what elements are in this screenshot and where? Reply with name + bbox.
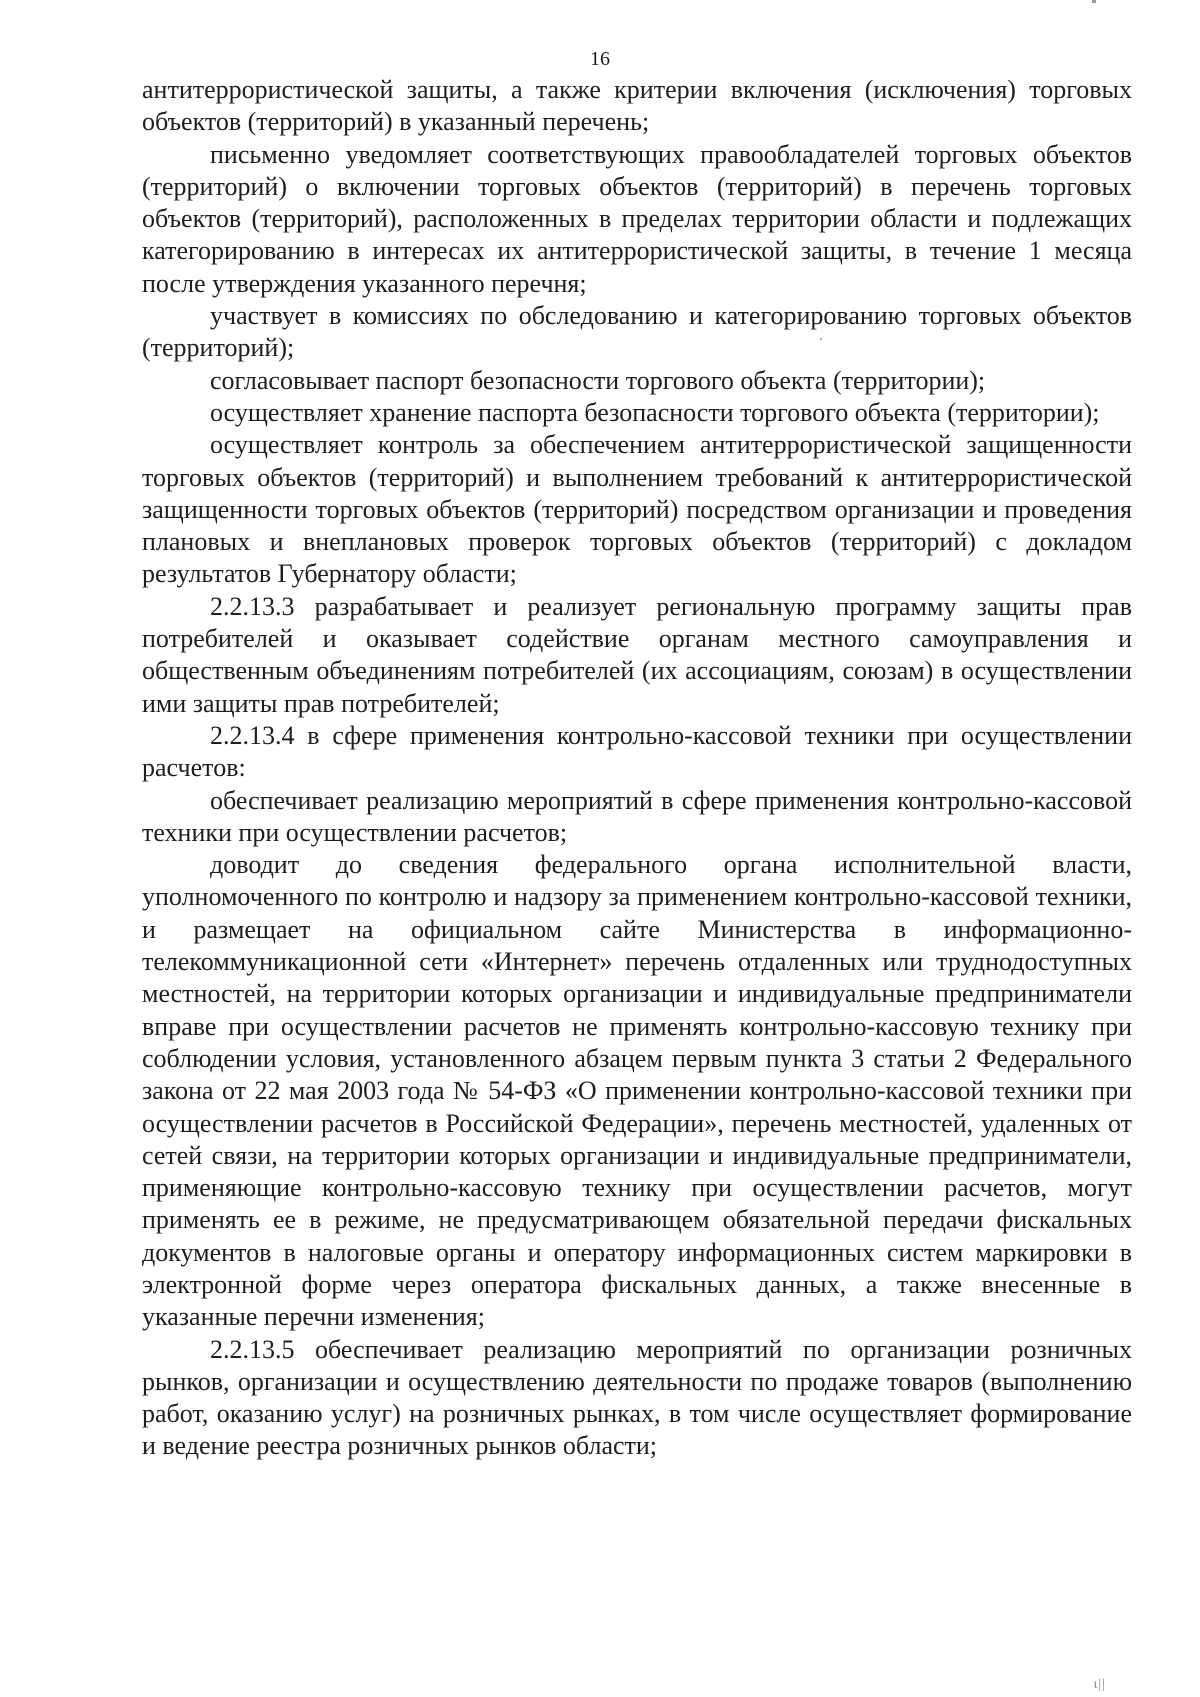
scan-bottom-mark: ι|| [1093, 1677, 1106, 1692]
paragraph-commissions: участвует в комиссиях по обследованию и категорированию торговых объектов (территорий); [142, 301, 1132, 363]
paragraph-continuation: антитеррористической защиты, а также критерии включения (исключения) торговых объектов (территорий) в указанный перечень; [142, 75, 1132, 137]
page-number: 16 [590, 48, 610, 70]
paragraph-remote-areas-list: доводит до сведения федерального органа исполнительной власти, уполномоченного по контролю и надзору за применением контрольно-кассовой техники, и размещает на официальном сайте Министерства в информационно-телекоммуникационной сети «Интернет» перечень отдаленных или труднодоступных местностей, на территории которых организации и индивидуальные предприниматели вправе при осуществлении расчетов не применять контрольно-кассовую технику при соблюдении условия, установленного абзацем первым пункта 3 статьи 2 Федерального закона от 22 мая 2003 года № 54-ФЗ «О применении контрольно-кассовой техники при осуществлении расчетов в Российской Федерации», перечень местностей, удаленных от сетей связи, на территории которых организации и индивидуальные предприниматели, применяющие контрольно-кассовую технику при осуществлении расчетов, могут применять ее в режиме, не предусматривающем обязательной передачи фискальных документов в налоговые органы и оператору информационных систем маркировки в электронной форме через оператора фискальных данных, а также внесенные в указанные перечни изменения; [142, 850, 1132, 1332]
scan-corner-mark [1092, 0, 1096, 3]
paragraph-2-2-13-3: 2.2.13.3 разрабатывает и реализует региональную программу защиты прав потребителей и оказывает содействие органам местного самоуправления и общественным объединениям потребителей (их ассоциациям, союзам) в осуществлении ими защиты прав потребителей; [142, 591, 1132, 718]
paragraph-2-2-13-4: 2.2.13.4 в сфере применения контрольно-кассовой техники при осуществлении расчетов: [142, 720, 1132, 783]
paragraph-cash-register-measures: обеспечивает реализацию мероприятий в сфере применения контрольно-кассовой техники при осуществлении расчетов; [142, 785, 1132, 847]
paragraph-store-passport: осуществляет хранение паспорта безопасности торгового объекта (территории); [210, 397, 1100, 427]
paragraph-notify-owners: письменно уведомляет соответствующих правообладателей торговых объектов (территорий) о включении торговых объектов (территорий) в перечень торговых объектов (территорий), расположенных в пределах территории области и подлежащих категорированию в интересах их антитеррористической защиты, в течение 1 месяца после утверждения указанного перечня; [142, 139, 1132, 298]
document-body [142, 74, 1132, 1463]
paragraph-2-2-13-5: 2.2.13.5 обеспечивает реализацию мероприятий по организации розничных рынков, организации и осуществлению деятельности по продаже товаров (выполнению работ, оказанию услуг) на розничных рынках, в том числе осуществляет формирование и ведение реестра розничных рынков области; [142, 1334, 1132, 1461]
paragraph-approve-passport: согласовывает паспорт безопасности торгового объекта (территории); [210, 365, 986, 395]
paragraph-control: осуществляет контроль за обеспечением антитеррористической защищенности торговых объектов (территорий) и выполнением требований к антитеррористической защищенности торговых объектов (территорий) посредством организации и проведения плановых и внеплановых проверок торговых объектов (территорий) с докладом результатов Губернатору области; [142, 430, 1132, 589]
